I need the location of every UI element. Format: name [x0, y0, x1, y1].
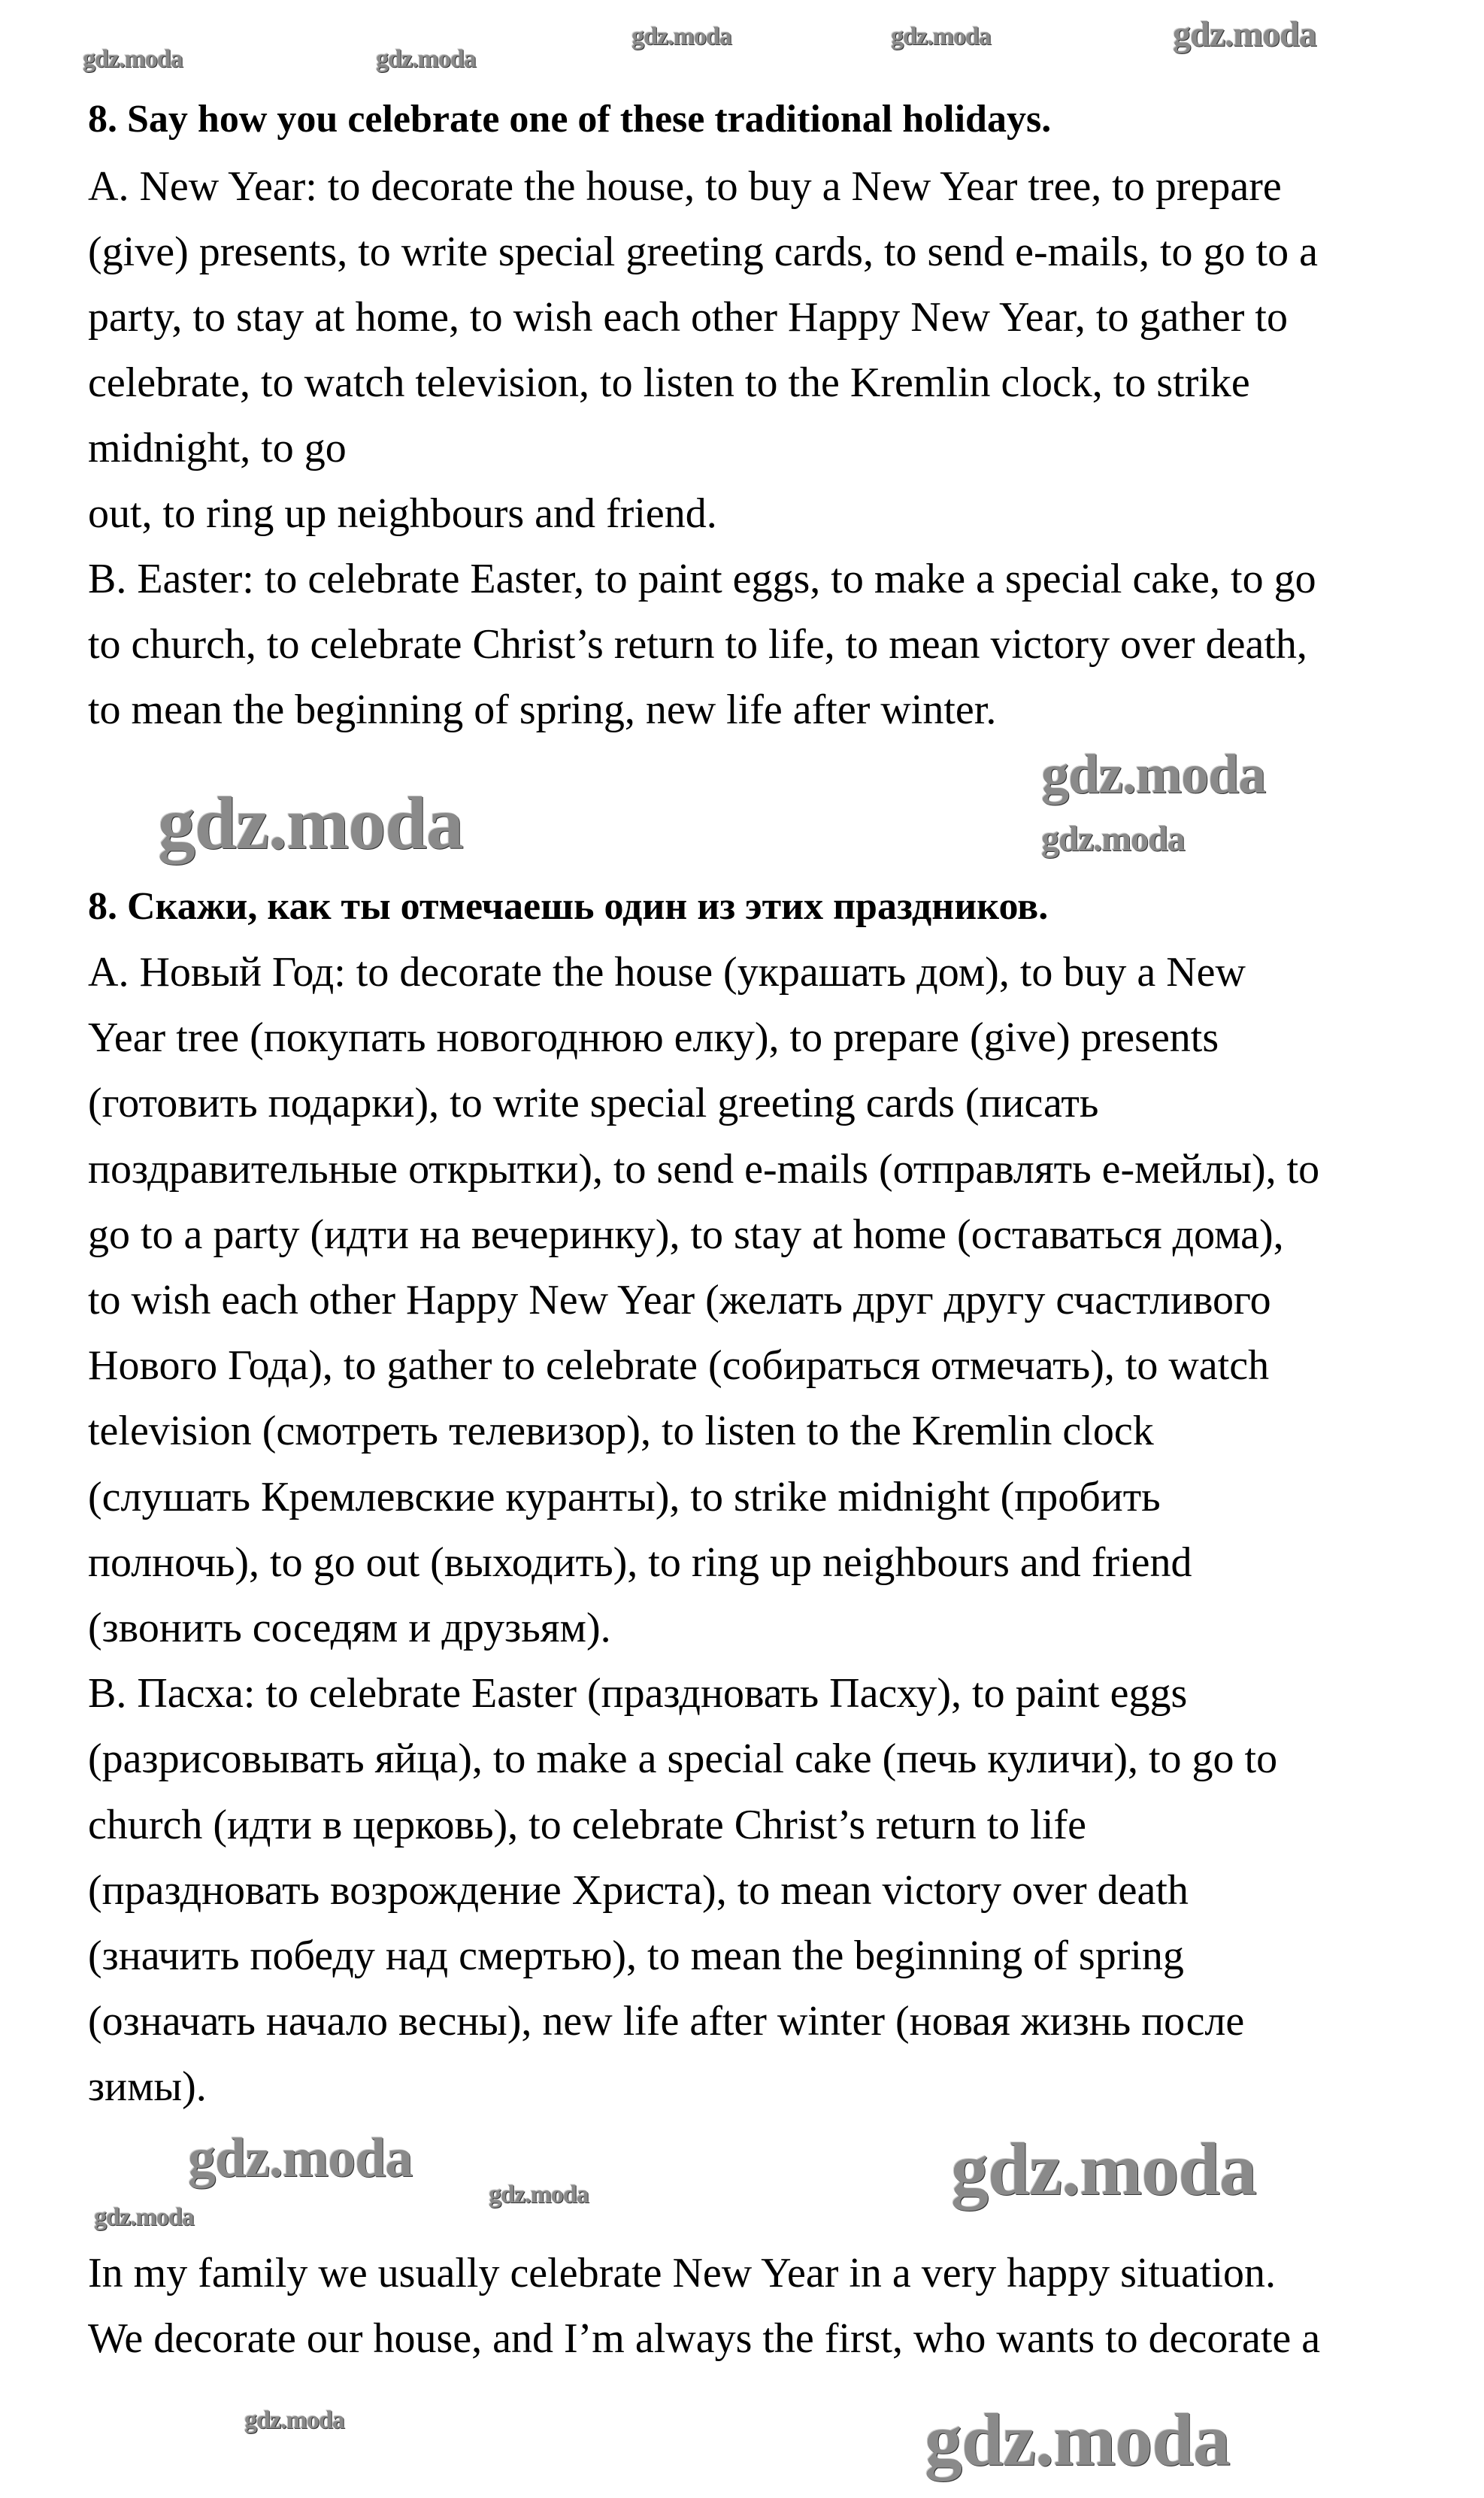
text-line: We decorate our house, and I’m always the first, who wants to decorate a	[88, 2315, 1321, 2362]
text-line: (слушать Кремлевские куранты), to strike midnight (пробить	[88, 1473, 1161, 1520]
text-line: B. Easter: to celebrate Easter, to paint eggs, to make a special cake, to go	[88, 556, 1316, 602]
watermark-logo: gdz.moda	[83, 45, 183, 73]
text-line: (праздновать возрождение Христа), to mean victory over death	[88, 1866, 1189, 1914]
text-line: A. Новый Год: to decorate the house (украшать дом), to buy a New	[88, 949, 1246, 996]
watermark-logo: gdz.moda	[376, 45, 476, 73]
text-line: Нового Года), to gather to celebrate (собираться отмечать), to watch	[88, 1342, 1270, 1390]
watermark-logo: gdz.moda	[188, 2127, 413, 2189]
text-line: television (смотреть телевизор), to listen to the Kremlin clock	[88, 1408, 1154, 1455]
watermark-logo: gdz.moda	[489, 2181, 589, 2208]
text-line: (звонить соседям и друзьям).	[88, 1605, 611, 1651]
watermark-logo: gdz.moda	[951, 2127, 1256, 2211]
text-line: B. Пасха: to celebrate Easter (праздновать Пасху), to paint eggs	[88, 1670, 1188, 1717]
watermark-logo: gdz.moda	[94, 2203, 194, 2231]
text-line: (give) presents, to write special greeting cards, to send e-mails, to go to a	[88, 229, 1318, 275]
text-line: go to a party (идти на вечеринку), to stay at home (оставаться дома),	[88, 1211, 1284, 1258]
section-heading: 8. Say how you celebrate one of these traditional holidays.	[88, 98, 1052, 141]
text-line: полночь), to go out (выходить), to ring up neighbours and friend	[88, 1539, 1192, 1586]
section-heading: 8. Скажи, как ты отмечаешь один из этих праздников.	[88, 885, 1049, 928]
text-line: out, to ring up neighbours and friend.	[88, 490, 717, 537]
watermark-logo: gdz.moda	[925, 2398, 1230, 2481]
text-line: to church, to celebrate Christ’s return to life, to mean victory over death,	[88, 621, 1307, 668]
text-line: (означать начало весны), new life after winter (новая жизнь после	[88, 1998, 1245, 2045]
text-line: church (идти в церковь), to celebrate Christ’s return to life	[88, 1801, 1086, 1848]
watermark-logo: gdz.moda	[1041, 744, 1266, 805]
text-line: (готовить подарки), to write special greeting cards (писать	[88, 1080, 1099, 1127]
text-line: Year tree (покупать новогоднюю елку), to prepare (give) presents	[88, 1014, 1219, 1062]
text-line: (значить победу над смертью), to mean the beginning of spring	[88, 1933, 1184, 1979]
text-line: зимы).	[88, 2063, 207, 2111]
text-line: In my family we usually celebrate New Year in a very happy situation.	[88, 2250, 1277, 2296]
watermark-logo: gdz.moda	[158, 781, 463, 865]
text-line: (разрисовывать яйца), to make a special cake (печь куличи), to go to	[88, 1736, 1278, 1783]
text-line: to mean the beginning of spring, new life after winter.	[88, 687, 997, 733]
text-line: поздравительные открытки), to send e-mails (отправлять е-мейлы), to	[88, 1145, 1320, 1193]
text-line: celebrate, to watch television, to listen to the Kremlin clock, to strike	[88, 359, 1250, 406]
watermark-logo: gdz.moda	[244, 2406, 344, 2434]
text-line: to wish each other Happy New Year (желать друг другу счастливого	[88, 1277, 1271, 1323]
text-line: party, to stay at home, to wish each other Happy New Year, to gather to	[88, 294, 1288, 341]
watermark-logo: gdz.moda	[1173, 14, 1316, 54]
text-line: A. New Year: to decorate the house, to buy a New Year tree, to prepare	[88, 163, 1282, 210]
text-line: midnight, to go	[88, 425, 347, 471]
watermark-logo: gdz.moda	[1041, 819, 1185, 859]
watermark-logo: gdz.moda	[891, 23, 991, 50]
watermark-logo: gdz.moda	[631, 23, 731, 50]
